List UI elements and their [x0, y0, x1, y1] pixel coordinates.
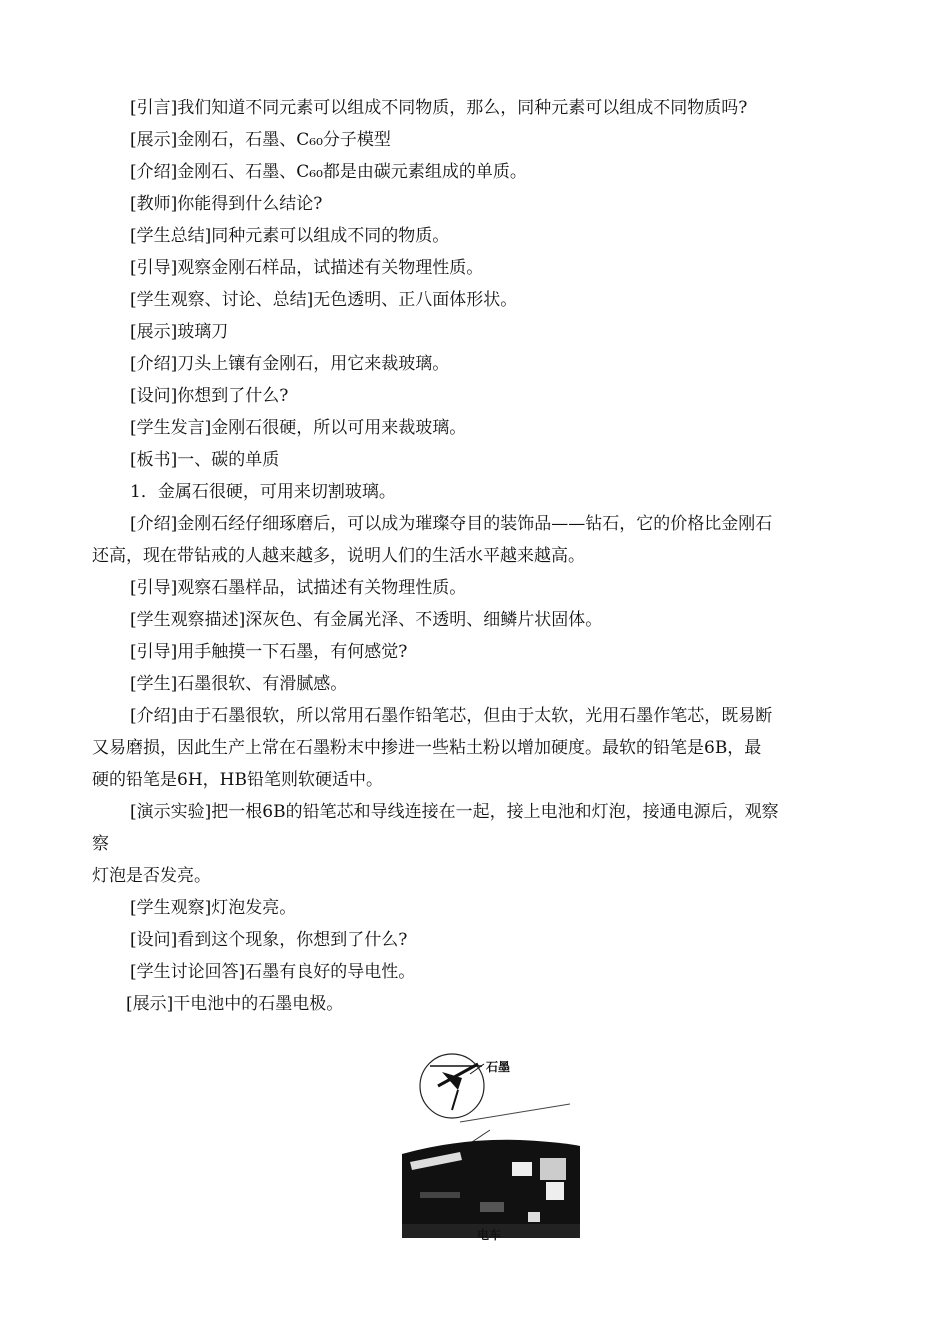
- text-line: [介绍]金刚石、石墨、C₆₀都是由碳元素组成的单质。: [130, 162, 527, 182]
- text-line: [学生观察]灯泡发亮。: [130, 898, 297, 918]
- graphite-label: 石墨: [486, 1060, 511, 1074]
- text-line: [学生观察、讨论、总结]无色透明、正八面体形状。: [130, 290, 518, 310]
- text-line: 1．金属石很硬，可用来切割玻璃。: [130, 482, 396, 502]
- text-line: 又易磨损，因此生产上常在石墨粉末中掺进一些粘土粉以增加硬度。最软的铅笔是6B，最: [92, 738, 762, 758]
- text-line: [学生发言]金刚石很硬，所以可用来裁玻璃。: [130, 418, 467, 438]
- text-line: [设问]看到这个现象，你想到了什么?: [130, 930, 408, 950]
- text-line: 还高，现在带钻戒的人越来越多，说明人们的生活水平越来越高。: [92, 546, 585, 566]
- text-line: [展示]干电池中的石墨电极。: [126, 994, 344, 1014]
- text-line: [介绍]金刚石经仔细琢磨后，可以成为璀璨夺目的装饰品——钻石，它的价格比金刚石: [130, 514, 773, 534]
- text-line: [介绍]由于石墨很软，所以常用石墨作铅笔芯，但由于太软，光用石墨作笔芯，既易断: [130, 706, 773, 726]
- text-line: [引导]观察石墨样品，试描述有关物理性质。: [130, 578, 467, 598]
- text-line: [学生观察描述]深灰色、有金属光泽、不透明、细鳞片状固体。: [130, 610, 603, 630]
- figure-caption: 电车: [477, 1228, 502, 1242]
- text-line: [学生讨论回答]石墨有良好的导电性。: [130, 962, 416, 982]
- text-line: [展示]金刚石，石墨、C₆₀分子模型: [130, 130, 391, 150]
- text-line: [教师]你能得到什么结论?: [130, 194, 323, 214]
- text-line: [学生]石墨很软、有滑腻感。: [130, 674, 348, 694]
- text-line: [设问]你想到了什么?: [130, 386, 289, 406]
- text-line: 灯泡是否发亮。: [92, 866, 211, 886]
- text-line: [引言]我们知道不同元素可以组成不同物质，那么，同种元素可以组成不同物质吗?: [130, 98, 748, 118]
- text-line: [引导]用手触摸一下石墨，有何感觉?: [130, 642, 408, 662]
- text-line: [演示实验]把一根6B的铅笔芯和导线连接在一起，接上电池和灯泡，接通电源后，观察: [130, 802, 779, 822]
- text-line: [展示]玻璃刀: [130, 322, 229, 342]
- text-line: [板书]一、碳的单质: [130, 450, 280, 470]
- text-line: [引导]观察金刚石样品，试描述有关物理性质。: [130, 258, 484, 278]
- text-line: [学生总结]同种元素可以组成不同的物质。: [130, 226, 450, 246]
- text-line: 察: [92, 834, 109, 854]
- text-line: 硬的铅笔是6H，HB铅笔则软硬适中。: [92, 770, 383, 790]
- text-line: [介绍]刀头上镶有金刚石，用它来裁玻璃。: [130, 354, 450, 374]
